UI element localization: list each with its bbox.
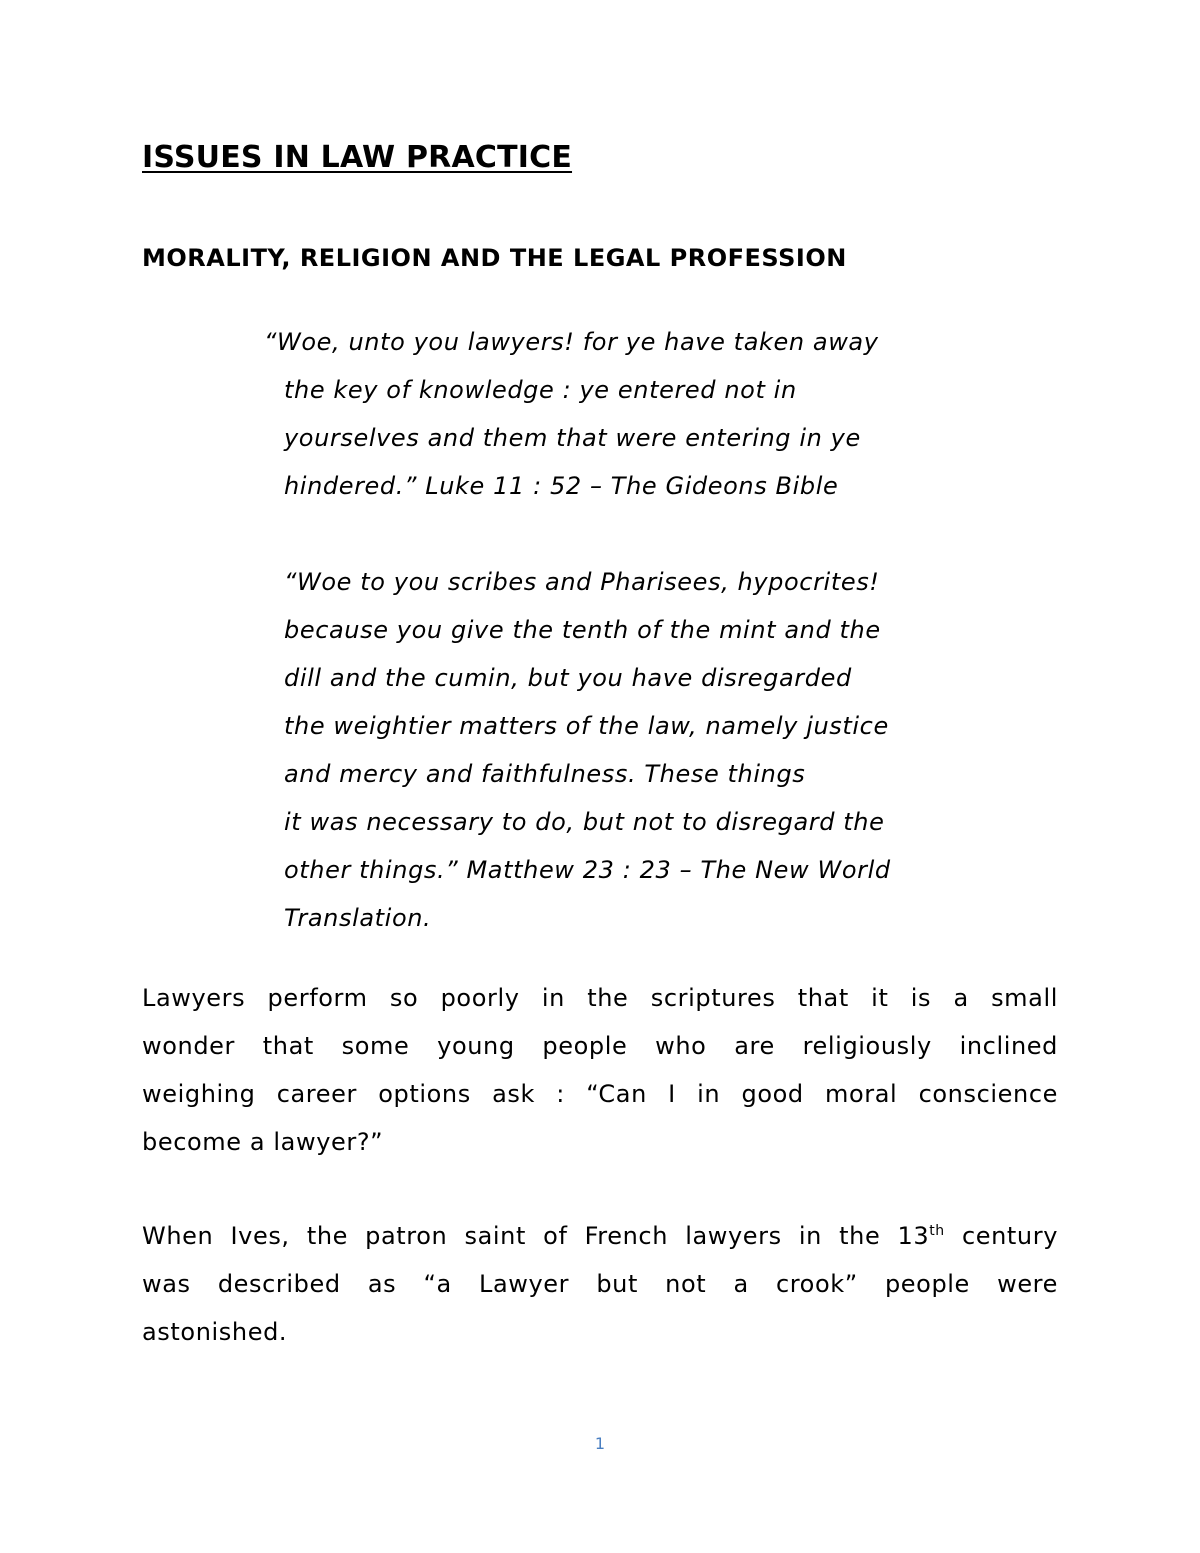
paragraph-text: century bbox=[944, 1222, 1059, 1250]
quote-matthew bbox=[284, 558, 891, 942]
quote-luke-line: “Woe, unto you lawyers! for ye have taken away bbox=[264, 328, 879, 356]
body-paragraph bbox=[142, 1212, 1058, 1356]
quote-luke bbox=[264, 318, 879, 510]
page-number: 1 bbox=[594, 1434, 606, 1453]
paragraph-line: wonder that some young people who are religiously inclined bbox=[142, 1032, 1058, 1060]
quote-luke-line: the key of knowledge : ye entered not in bbox=[284, 376, 797, 404]
section-subtitle: MORALITY, RELIGION AND THE LEGAL PROFESSION bbox=[142, 244, 847, 272]
paragraph-line: was described as “a Lawyer but not a crook” people were bbox=[142, 1270, 1058, 1298]
quote-matthew-line: the weightier matters of the law, namely justice bbox=[284, 712, 889, 740]
paragraph-line: Lawyers perform so poorly in the scriptures that it is a small bbox=[142, 984, 1058, 1012]
quote-luke-line: yourselves and them that were entering in ye bbox=[284, 424, 861, 452]
quote-matthew-line: it was necessary to do, but not to disregard the bbox=[284, 808, 885, 836]
paragraph-line bbox=[142, 1212, 1058, 1260]
superscript-ordinal: th bbox=[929, 1223, 945, 1239]
quote-matthew-line: because you give the tenth of the mint and the bbox=[284, 616, 881, 644]
quote-matthew-line: Translation. bbox=[284, 904, 432, 932]
paragraph-text: When Ives, the patron saint of French lawyers in the 13 bbox=[142, 1222, 930, 1250]
quote-matthew-line: dill and the cumin, but you have disregarded bbox=[284, 664, 852, 692]
body-paragraph bbox=[142, 974, 1058, 1166]
quote-matthew-line: and mercy and faithfulness. These things bbox=[284, 760, 806, 788]
paragraph-line: become a lawyer?” bbox=[142, 1128, 384, 1156]
page-title: ISSUES IN LAW PRACTICE bbox=[142, 140, 573, 175]
quote-luke-line: hindered.” Luke 11 : 52 – The Gideons Bible bbox=[284, 472, 839, 500]
paragraph-line: astonished. bbox=[142, 1318, 288, 1346]
quote-matthew-line: “Woe to you scribes and Pharisees, hypocrites! bbox=[284, 568, 880, 596]
paragraph-line: weighing career options ask : “Can I in good moral conscience bbox=[142, 1080, 1058, 1108]
quote-matthew-line: other things.” Matthew 23 : 23 – The New World bbox=[284, 856, 891, 884]
